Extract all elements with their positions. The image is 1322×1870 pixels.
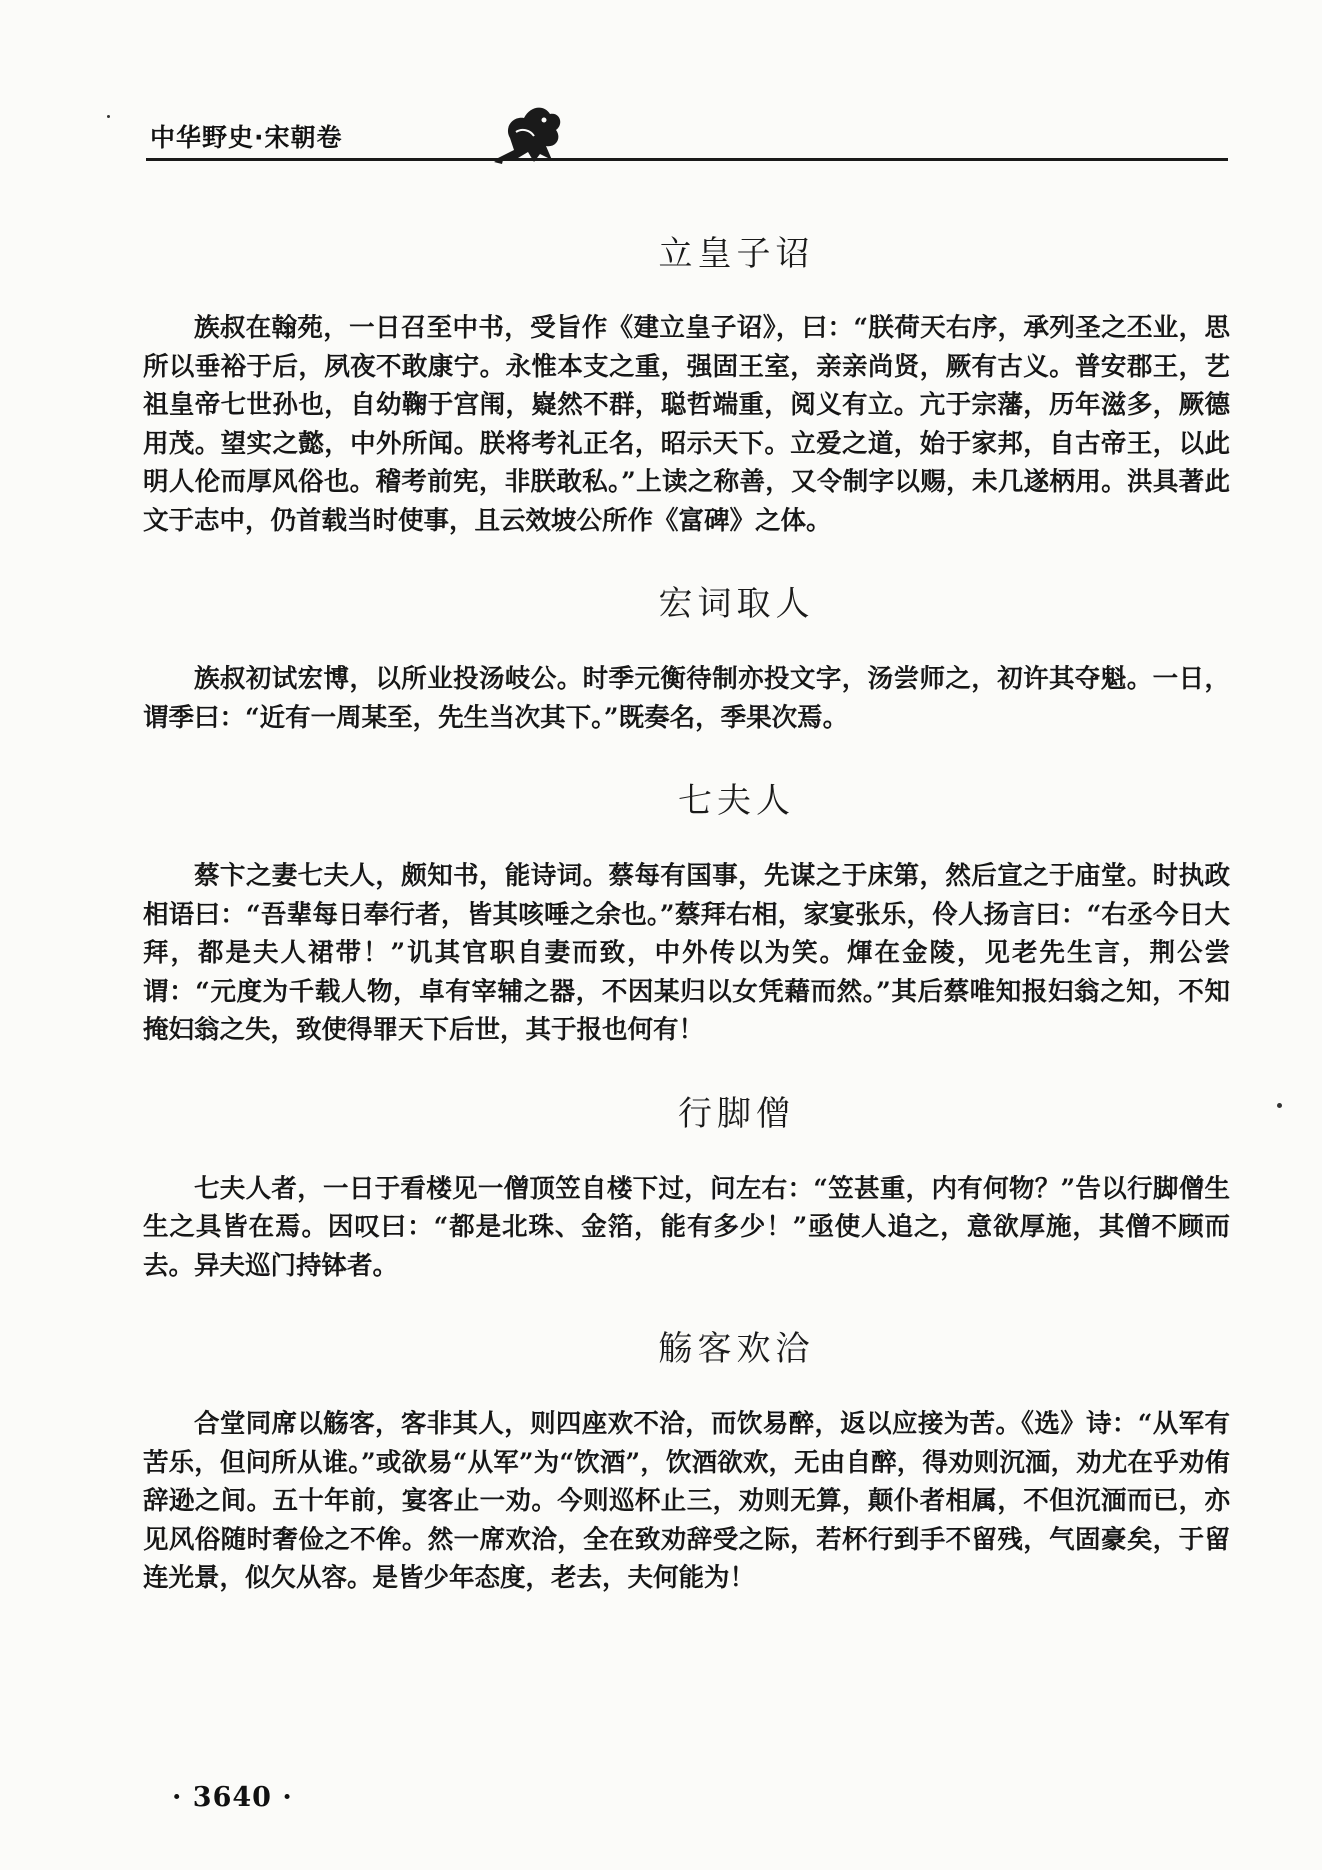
running-title: 中华野史·宋朝卷 [150, 123, 343, 152]
section-body: 族叔初试宏博，以所业投汤岐公。时季元衡待制亦投文字，汤尝师之，初许其夺魁。一日，谓季曰：“近有一周某至，先生当次其下。”既奏名，季果次焉。 [143, 664, 1230, 733]
section-hongci-quren [143, 576, 1230, 737]
section-body: 蔡卞之妻七夫人，颇知书，能诗词。蔡每有国事，先谋之于床第，然后宣之于庙堂。时执政相语曰：“吾辈每日奉行者，皆其咳唾之余也。”蔡拜右相，家宴张乐，伶人扬言曰：“右丞今日大拜，都是夫人裙带！”讥其官职自妻而致，中外传以为笑。煇在金陵，见老先生言，荆公尝谓：“元度为千载人物，卓有宰辅之器，不因某归以女凭藉而然。”其后蔡唯知报妇翁之知，不知掩妇翁之失，致使得罪天下后世，其于报也何有！ [143, 861, 1230, 1045]
section-title: 立皇子诏 [658, 234, 815, 274]
section-li-huangzi-zhao [143, 226, 1230, 540]
section-body: 合堂同席以觞客，客非其人，则四座欢不洽，而饮易醉，返以应接为苦。《选》诗：“从军有苦乐，但问所从谁。”或欲易“从军”为“饮酒”，饮酒欲欢，无由自醉，得劝则沉湎，劝尤在乎劝侑辞逊之间。五十年前，宴客止一劝。今则巡杯止三，劝则无算，颠仆者相属，不但沉湎而已，亦见风俗随时奢俭之不侔。然一席欢洽，全在致劝辞受之际，若杯行到手不留残，气固豪矣，于留连光景，似欠从容。是皆少年态度，老去，夫何能为！ [143, 1409, 1230, 1593]
section-body: 族叔在翰苑，一日召至中书，受旨作《建立皇子诏》，曰：“朕荷天右序，承列圣之丕业，思所以垂裕于后，夙夜不敢康宁。永惟本支之重，强固王室，亲亲尚贤，厥有古义。普安郡王，艺祖皇帝七世孙也，自幼鞠于宫闱，嶷然不群，聪哲端重，阅义有立。亢于宗藩，历年滋多，厥德用茂。望实之懿，中外所闻。朕将考礼正名，昭示天下。立爱之道，始于家邦，自古帝王，以此明人伦而厚风俗也。稽考前宪，非朕敢私。”上读之称善，又令制字以赐，未几遂柄用。洪具著此文于志中，仍首载当时使事，且云效坡公所作《富碑》之体。 [143, 313, 1230, 536]
header-rule [146, 158, 1228, 161]
page-number: · 3640 · [172, 1782, 293, 1813]
scan-speck [107, 115, 110, 118]
section-title: 觞客欢洽 [658, 1329, 815, 1369]
page-content [143, 220, 1230, 1598]
section-shangke-huanqia [143, 1321, 1230, 1598]
section-body: 七夫人者，一日于看楼见一僧顶笠自楼下过，问左右：“笠甚重，内有何物？”告以行脚僧生生之具皆在焉。因叹曰：“都是北珠、金箔，能有多少！”亟使人追之，意欲厚施，其僧不顾而去。异夫巡门持钵者。 [143, 1173, 1230, 1281]
section-title: 七夫人 [678, 781, 795, 821]
scan-speck [1277, 1103, 1282, 1108]
section-title: 宏词取人 [658, 584, 815, 624]
section-qi-furen [143, 773, 1230, 1050]
section-title: 行脚僧 [678, 1093, 795, 1134]
section-xingjiao-seng [143, 1086, 1230, 1286]
